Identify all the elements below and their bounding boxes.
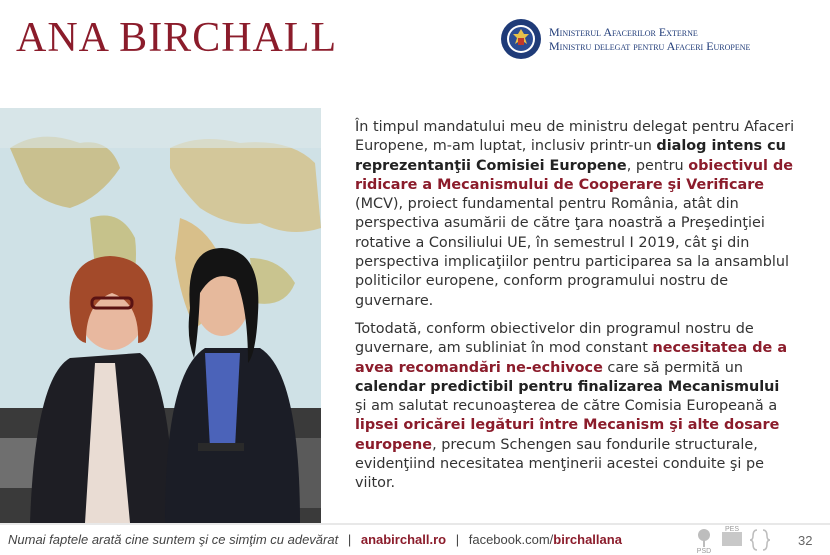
pes-label: PES [724,526,740,533]
page-number: 32 [798,533,813,548]
paragraph-1 [355,118,795,311]
p1-emphasis-2: obiectivul de ridicare a Mecanismului de Cooperare şi Verificare [355,157,794,193]
bracket-logo-icon [749,526,771,554]
website-link[interactable]: anabirchall.ro [360,532,447,547]
photo-illustration [0,108,321,523]
p1-text-1: În timpul mandatului meu de ministru delegat pentru Afaceri Europene, m-am luptat, inclusiv printr-un [355,119,795,155]
footer-line [8,532,622,547]
header [0,0,830,92]
p2-text-4: , precum Schengen sau fondurile structurale, evidenţiind necesitatea menţinerii acestei conduite şi pe viitor. [355,436,764,492]
facebook-link[interactable] [469,532,622,547]
ministry-role: Ministru delegat pentru Afaceri Europene [549,39,751,53]
p2-emphasis-3: lipsei oricărei legături între Mecanism şi alte dosare europene [355,417,780,453]
psd-rose-icon [693,526,715,554]
body-text [355,118,795,503]
p1-emphasis-1: dialog intens cu reprezentanţii Comisiei Europene [355,138,786,174]
paragraph-2 [355,320,795,494]
facebook-prefix: facebook.com/ [468,532,554,547]
p1-text-3: (MCV), proiect fundamental pentru România, atât din perspectiva asumării de către ţara noastră a Preşedinţiei rotative a Consiliului UE, în semestrul I 2019, cât şi din perspectiva implicaţiilor pentru participarea sa la ansamblul politicilor europene, conform programului nostru de guvernare. [355,196,790,309]
government-seal-icon [500,18,542,60]
page-title: ANA BIRCHALL [16,15,338,61]
ministry-name: Ministerul Afacerilor Externe [549,25,698,39]
pes-logo-icon [721,526,743,554]
ministry-block [500,18,750,60]
footer-motto: Numai faptele arată cine suntem şi ce simţim cu adevărat [8,532,339,547]
ministry-text [549,25,750,53]
p2-emphasis-2: calendar predictibil pentru finalizarea Mecanismului [355,378,780,395]
footer-separator: | [455,532,460,547]
p1-text-2: , pentru [626,157,689,174]
facebook-handle: birchallana [553,532,622,547]
p2-text-3: şi am salutat recunoaşterea de către Comisia Europeană a [355,398,778,415]
footer [0,523,830,555]
footer-separator: | [347,532,352,547]
psd-label: PSD [696,548,712,554]
p2-emphasis-1: necesitatea de a avea recomandări ne-echivoce [355,340,788,376]
photo [0,108,321,523]
p2-text-1: Totodată, conform obiectivelor din programul nostru de guvernare, am subliniat în mod constant [355,320,754,357]
p2-text-2: care să permită un [602,359,744,376]
party-logos [693,526,771,554]
